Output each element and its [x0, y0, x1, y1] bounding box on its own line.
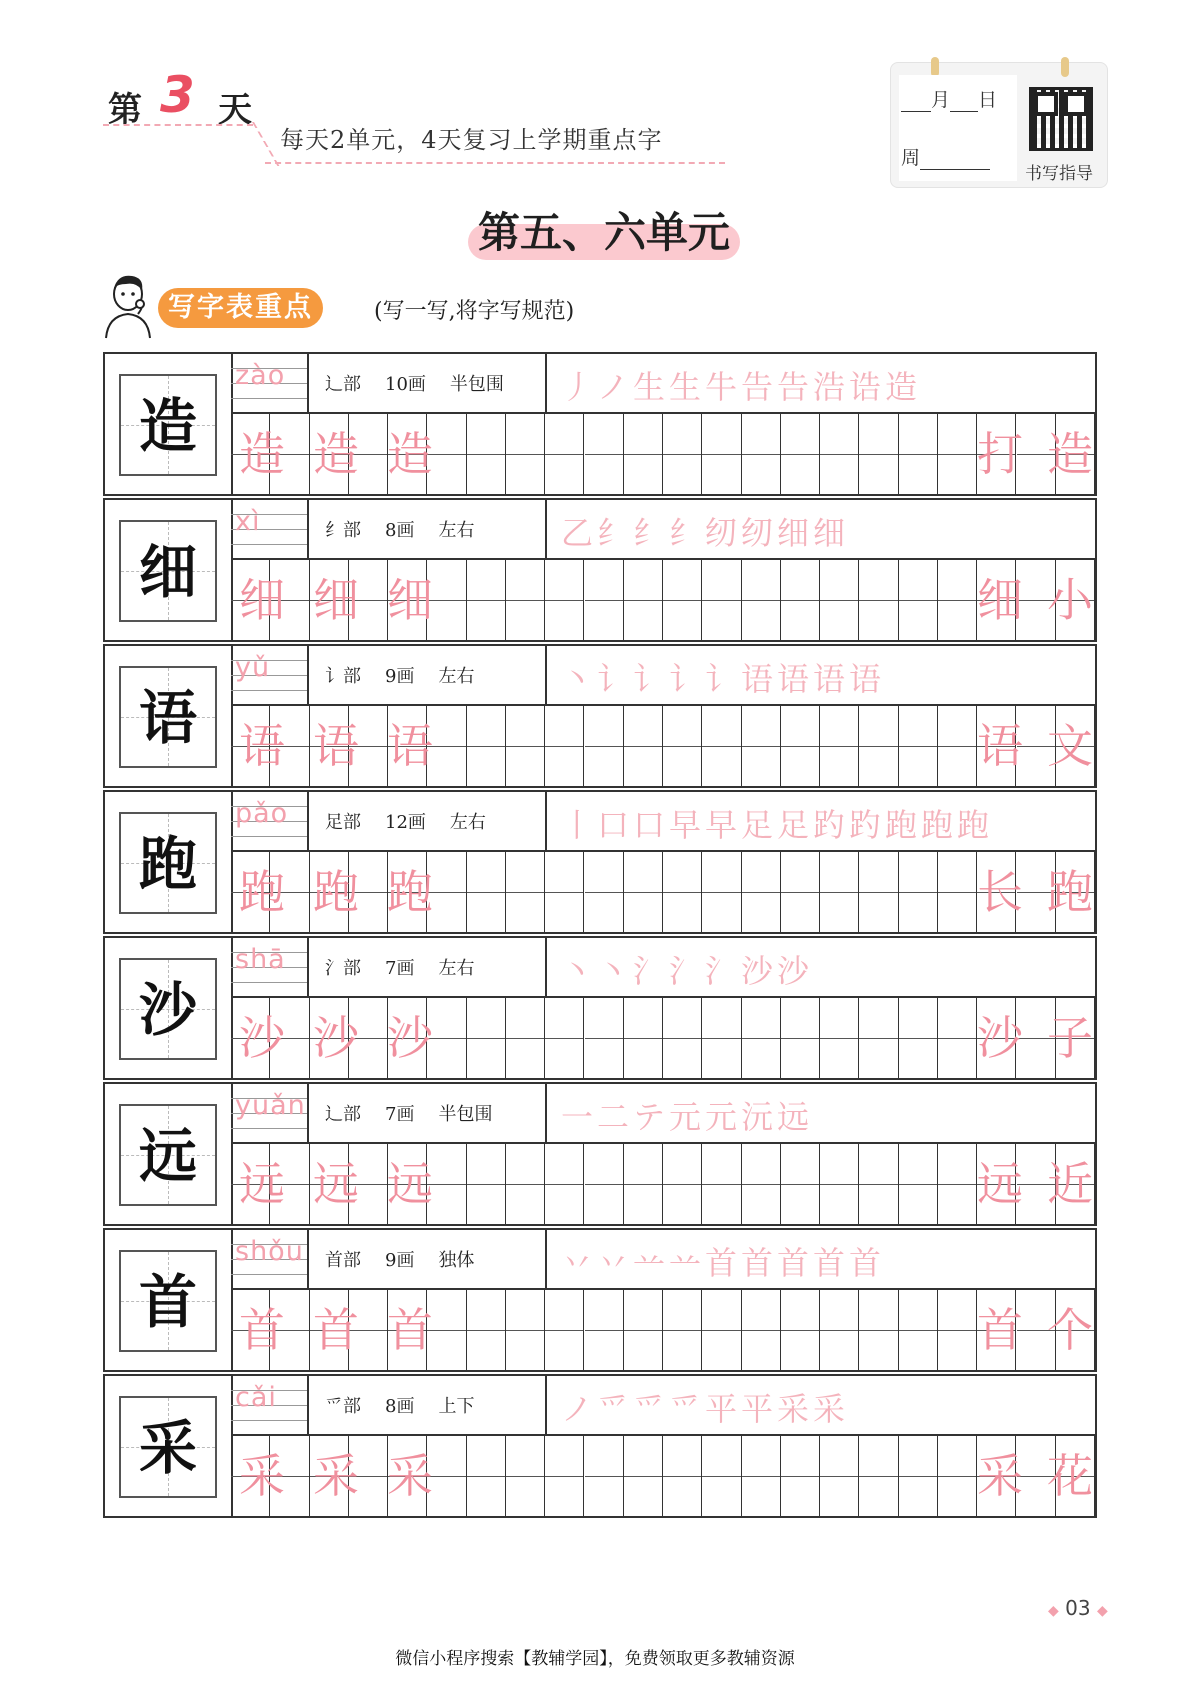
- character-row: [103, 936, 1097, 1080]
- practice-cell[interactable]: [899, 852, 938, 932]
- practice-cell[interactable]: [781, 1144, 820, 1224]
- traced-practice-character: 沙: [387, 1011, 433, 1065]
- practice-cell[interactable]: [663, 1436, 702, 1516]
- character-row: [103, 498, 1097, 642]
- section-note: (写一写,将字写规范): [374, 299, 575, 324]
- pinyin: xì: [235, 506, 261, 537]
- pinyin: yuǎn: [235, 1090, 306, 1121]
- practice-cell[interactable]: [467, 414, 506, 494]
- pin-icon: [931, 57, 939, 77]
- practice-cell[interactable]: [702, 1144, 741, 1224]
- practice-cell[interactable]: [585, 560, 624, 640]
- pinyin-cell: [231, 354, 309, 412]
- traced-practice-character: 采: [387, 1449, 433, 1503]
- pinyin-cell: [231, 1230, 309, 1288]
- practice-cell[interactable]: [467, 560, 506, 640]
- traced-practice-character: 首: [313, 1303, 359, 1357]
- character-row: [103, 644, 1097, 788]
- traced-practice-character: 造: [387, 427, 433, 481]
- practice-cell[interactable]: [585, 852, 624, 932]
- date-card: [890, 62, 1108, 188]
- weekday-field[interactable]: 周: [901, 143, 990, 170]
- practice-grid: [231, 1290, 1095, 1370]
- practice-cell[interactable]: [427, 1290, 466, 1370]
- practice-grid: [231, 414, 1095, 494]
- character-info-band: [231, 500, 1095, 560]
- traced-practice-character: 语: [387, 719, 433, 773]
- practice-cell[interactable]: [899, 998, 938, 1078]
- practice-cell[interactable]: [820, 414, 859, 494]
- model-character: 远: [138, 1122, 197, 1190]
- practice-cell[interactable]: [585, 414, 624, 494]
- radical: 氵部: [325, 958, 361, 979]
- practice-cell[interactable]: [624, 1290, 663, 1370]
- practice-cell[interactable]: [585, 998, 624, 1078]
- practice-cell[interactable]: [859, 1436, 898, 1516]
- practice-cell[interactable]: [781, 560, 820, 640]
- model-character: 跑: [138, 830, 197, 898]
- practice-cell[interactable]: [702, 1436, 741, 1516]
- character-info: [309, 792, 547, 850]
- character-info: [309, 500, 547, 558]
- traced-word-character: 远: [977, 1157, 1023, 1211]
- character-info: [309, 1376, 547, 1434]
- dashed-divider: [103, 124, 253, 126]
- model-character: 细: [138, 538, 197, 606]
- traced-word-character: 语: [977, 719, 1023, 773]
- traced-word-character: 近: [1047, 1157, 1093, 1211]
- character-info: [309, 1230, 547, 1288]
- practice-cell[interactable]: [742, 560, 781, 640]
- practice-cell[interactable]: [624, 414, 663, 494]
- boy-thinking-icon: [98, 270, 158, 340]
- model-character: 造: [138, 392, 197, 460]
- dashed-divider: [265, 162, 725, 164]
- practice-cell[interactable]: [859, 414, 898, 494]
- pinyin-cell: [231, 792, 309, 850]
- radical: 讠部: [325, 666, 361, 687]
- practice-cell[interactable]: [742, 998, 781, 1078]
- practice-cell[interactable]: [702, 706, 741, 786]
- radical: 首部: [325, 1250, 361, 1271]
- traced-practice-character: 远: [313, 1157, 359, 1211]
- pinyin-cell: [231, 1084, 309, 1142]
- character-info-band: [231, 1230, 1095, 1290]
- structure: 左右: [438, 666, 475, 687]
- practice-cell[interactable]: [427, 1436, 466, 1516]
- stroke-count: 7画: [385, 1104, 415, 1125]
- traced-practice-character: 沙: [239, 1011, 285, 1065]
- qr-code-icon[interactable]: [1029, 87, 1093, 151]
- practice-cell[interactable]: [545, 1144, 584, 1224]
- structure: 半包围: [449, 374, 504, 395]
- practice-cell[interactable]: [781, 1436, 820, 1516]
- traced-word-character: 跑: [1047, 865, 1093, 919]
- practice-cell[interactable]: [545, 706, 584, 786]
- practice-cell[interactable]: [506, 414, 545, 494]
- model-character-box: [119, 1396, 217, 1498]
- practice-cell[interactable]: [742, 1144, 781, 1224]
- section-header: [98, 270, 698, 340]
- traced-word-character: 文: [1047, 719, 1093, 773]
- stroke-order: 丶丶氵氵氵沙沙: [561, 952, 814, 990]
- practice-cell[interactable]: [781, 1290, 820, 1370]
- day-label: [108, 66, 288, 132]
- practice-cell[interactable]: [545, 1290, 584, 1370]
- practice-cell[interactable]: [899, 1436, 938, 1516]
- stroke-order: 乙纟纟纟纫纫细细: [561, 514, 850, 552]
- practice-grid: [231, 852, 1095, 932]
- practice-cell[interactable]: [742, 1290, 781, 1370]
- traced-practice-character: 首: [239, 1303, 285, 1357]
- stroke-count: 10画: [385, 374, 426, 395]
- practice-cell[interactable]: [899, 414, 938, 494]
- traced-word-character: 造: [1047, 427, 1093, 481]
- practice-cell[interactable]: [506, 706, 545, 786]
- traced-practice-character: 细: [313, 573, 359, 627]
- practice-cell[interactable]: [859, 1144, 898, 1224]
- character-info-band: [231, 1084, 1095, 1144]
- practice-cell[interactable]: [702, 560, 741, 640]
- practice-cell[interactable]: [545, 852, 584, 932]
- stroke-order: 丨口口早早足足趵趵跑跑跑: [561, 806, 994, 844]
- practice-cell[interactable]: [820, 706, 859, 786]
- practice-cell[interactable]: [467, 1436, 506, 1516]
- character-row: [103, 790, 1097, 934]
- practice-cell[interactable]: [427, 560, 466, 640]
- practice-cell[interactable]: [938, 998, 977, 1078]
- stroke-order: 丶讠讠讠讠语语语语: [561, 660, 886, 698]
- pinyin-cell: [231, 500, 309, 558]
- practice-cell[interactable]: [427, 1144, 466, 1224]
- model-character: 语: [138, 684, 197, 752]
- day-prefix: 第: [108, 90, 142, 130]
- pinyin-cell: [231, 938, 309, 996]
- model-character-box: [119, 666, 217, 768]
- footer-note: 微信小程序搜索【教辅学园】，免费领取更多教辅资源: [395, 1649, 795, 1669]
- radical: 辶部: [325, 1104, 361, 1125]
- character-info: [309, 354, 547, 412]
- traced-practice-character: 细: [239, 573, 285, 627]
- practice-grid: [231, 1436, 1095, 1516]
- pinyin: pǎo: [235, 798, 289, 829]
- radical: 足部: [325, 812, 361, 833]
- pinyin-cell: [231, 1376, 309, 1434]
- traced-word-character: 采: [977, 1449, 1023, 1503]
- practice-grid: [231, 560, 1095, 640]
- practice-cell[interactable]: [624, 998, 663, 1078]
- traced-word-character: 细: [977, 573, 1023, 627]
- practice-cell[interactable]: [545, 998, 584, 1078]
- practice-cell[interactable]: [938, 1144, 977, 1224]
- practice-cell[interactable]: [859, 706, 898, 786]
- character-row: [103, 1374, 1097, 1518]
- structure: 半包围: [438, 1104, 493, 1125]
- traced-practice-character: 采: [313, 1449, 359, 1503]
- stroke-order: ノ爫爫爫平平采采: [561, 1390, 850, 1428]
- structure: 左右: [438, 520, 475, 541]
- traced-practice-character: 沙: [313, 1011, 359, 1065]
- practice-cell[interactable]: [663, 998, 702, 1078]
- traced-practice-character: 跑: [387, 865, 433, 919]
- practice-cell[interactable]: [899, 1144, 938, 1224]
- practice-cell[interactable]: [702, 852, 741, 932]
- practice-grid: [231, 1144, 1095, 1224]
- practice-cell[interactable]: [506, 852, 545, 932]
- pinyin: cǎi: [235, 1382, 277, 1413]
- practice-cell[interactable]: [585, 1290, 624, 1370]
- practice-cell[interactable]: [585, 706, 624, 786]
- traced-word-character: 子: [1047, 1011, 1093, 1065]
- practice-cell[interactable]: [624, 852, 663, 932]
- practice-cell[interactable]: [702, 1290, 741, 1370]
- practice-cell[interactable]: [506, 1436, 545, 1516]
- practice-cell[interactable]: [820, 1144, 859, 1224]
- practice-grid: [231, 998, 1095, 1078]
- unit-title: 第五、六单元: [477, 208, 730, 257]
- practice-cell[interactable]: [506, 560, 545, 640]
- practice-cell[interactable]: [427, 706, 466, 786]
- practice-cell[interactable]: [624, 1144, 663, 1224]
- practice-cell[interactable]: [820, 1290, 859, 1370]
- model-character: 首: [138, 1268, 197, 1336]
- page-subtitle: 每天2单元，4天复习上学期重点字: [280, 126, 663, 154]
- traced-practice-character: 造: [239, 427, 285, 481]
- traced-word-character: 长: [977, 865, 1023, 919]
- character-info: [309, 646, 547, 704]
- traced-practice-character: 语: [239, 719, 285, 773]
- practice-cell[interactable]: [467, 1290, 506, 1370]
- practice-cell[interactable]: [859, 852, 898, 932]
- traced-word-character: 个: [1047, 1303, 1093, 1357]
- practice-cell[interactable]: [427, 852, 466, 932]
- traced-practice-character: 细: [387, 573, 433, 627]
- model-character-box: [119, 520, 217, 622]
- practice-cell[interactable]: [859, 998, 898, 1078]
- radical: 辶部: [325, 374, 361, 395]
- practice-cell[interactable]: [859, 560, 898, 640]
- traced-word-character: 打: [977, 427, 1023, 481]
- practice-cell[interactable]: [820, 852, 859, 932]
- practice-cell[interactable]: [545, 1436, 584, 1516]
- practice-cell[interactable]: [663, 414, 702, 494]
- character-info: [309, 1084, 547, 1142]
- practice-cell[interactable]: [820, 560, 859, 640]
- practice-cell[interactable]: [938, 1436, 977, 1516]
- traced-word-character: 首: [977, 1303, 1023, 1357]
- practice-cell[interactable]: [624, 706, 663, 786]
- stroke-count: 12画: [385, 812, 426, 833]
- character-info-band: [231, 354, 1095, 414]
- practice-cell[interactable]: [467, 1144, 506, 1224]
- model-character: 采: [138, 1414, 197, 1482]
- stroke-order: 一二テ元元沅远: [561, 1098, 814, 1136]
- practice-cell[interactable]: [938, 560, 977, 640]
- qr-label: 书写指导: [1025, 164, 1093, 184]
- character-info: [309, 938, 547, 996]
- structure: 左右: [438, 958, 475, 979]
- practice-cell[interactable]: [820, 998, 859, 1078]
- pinyin: shǒu: [235, 1236, 304, 1267]
- practice-cell[interactable]: [742, 414, 781, 494]
- stroke-count: 9画: [385, 1250, 415, 1271]
- practice-cell[interactable]: [506, 1144, 545, 1224]
- traced-practice-character: 跑: [313, 865, 359, 919]
- practice-cell[interactable]: [820, 1436, 859, 1516]
- practice-cell[interactable]: [467, 852, 506, 932]
- section-badge: 写字表重点: [158, 288, 323, 328]
- pinyin-cell: [231, 646, 309, 704]
- practice-cell[interactable]: [742, 1436, 781, 1516]
- practice-cell[interactable]: [663, 560, 702, 640]
- stroke-count: 7画: [385, 958, 415, 979]
- character-info-band: [231, 646, 1095, 706]
- practice-cell[interactable]: [663, 1144, 702, 1224]
- practice-cell[interactable]: [545, 560, 584, 640]
- pin-icon: [1061, 57, 1069, 77]
- character-row: [103, 1228, 1097, 1372]
- pinyin: yǔ: [235, 652, 271, 683]
- practice-cell[interactable]: [702, 414, 741, 494]
- practice-cell[interactable]: [663, 1290, 702, 1370]
- practice-cell[interactable]: [742, 852, 781, 932]
- day-number: 3: [160, 66, 195, 124]
- character-info-band: [231, 792, 1095, 852]
- traced-word-character: 沙: [977, 1011, 1023, 1065]
- practice-cell[interactable]: [663, 852, 702, 932]
- practice-grid: [231, 706, 1095, 786]
- model-character: 沙: [138, 976, 197, 1044]
- character-row: [103, 352, 1097, 496]
- practice-cell[interactable]: [702, 998, 741, 1078]
- practice-cell[interactable]: [663, 706, 702, 786]
- practice-cell[interactable]: [427, 998, 466, 1078]
- model-character-box: [119, 812, 217, 914]
- day-suffix: 天: [218, 90, 252, 130]
- pinyin: zào: [235, 360, 286, 391]
- traced-practice-character: 采: [239, 1449, 285, 1503]
- practice-cell[interactable]: [545, 414, 584, 494]
- model-character-box: [119, 1250, 217, 1352]
- practice-cell[interactable]: [781, 414, 820, 494]
- practice-cell[interactable]: [781, 852, 820, 932]
- radical: 纟部: [325, 520, 361, 541]
- structure: 左右: [449, 812, 486, 833]
- traced-word-character: 小: [1047, 573, 1093, 627]
- practice-cell[interactable]: [938, 706, 977, 786]
- traced-practice-character: 语: [313, 719, 359, 773]
- practice-cell[interactable]: [624, 1436, 663, 1516]
- model-character-box: [119, 958, 217, 1060]
- practice-cell[interactable]: [585, 1144, 624, 1224]
- traced-practice-character: 远: [387, 1157, 433, 1211]
- practice-cell[interactable]: [781, 998, 820, 1078]
- stroke-order: 丿ノ生生牛告告浩诰造: [561, 368, 922, 406]
- practice-cell[interactable]: [899, 1290, 938, 1370]
- stroke-count: 8画: [385, 520, 415, 541]
- practice-cell[interactable]: [781, 706, 820, 786]
- pinyin: shā: [235, 944, 286, 975]
- practice-cell[interactable]: [899, 706, 938, 786]
- character-info-band: [231, 1376, 1095, 1436]
- practice-cell[interactable]: [938, 1290, 977, 1370]
- structure: 上下: [438, 1396, 475, 1417]
- traced-practice-character: 跑: [239, 865, 285, 919]
- traced-practice-character: 远: [239, 1157, 285, 1211]
- model-character-box: [119, 374, 217, 476]
- practice-cell[interactable]: [859, 1290, 898, 1370]
- character-info-band: [231, 938, 1095, 998]
- practice-cell[interactable]: [506, 1290, 545, 1370]
- practice-cell[interactable]: [427, 414, 466, 494]
- practice-cell[interactable]: [899, 560, 938, 640]
- page-number: ◆ 03 ◆: [1048, 1596, 1108, 1620]
- practice-cell[interactable]: [585, 1436, 624, 1516]
- stroke-count: 8画: [385, 1396, 415, 1417]
- traced-practice-character: 首: [387, 1303, 433, 1357]
- practice-cell[interactable]: [506, 998, 545, 1078]
- stroke-count: 9画: [385, 666, 415, 687]
- traced-practice-character: 造: [313, 427, 359, 481]
- practice-cell[interactable]: [624, 560, 663, 640]
- radical: 爫部: [325, 1396, 361, 1417]
- stroke-order: 丷丷䒑䒑首首首首首: [561, 1244, 886, 1282]
- structure: 独体: [438, 1250, 475, 1271]
- practice-cell[interactable]: [938, 852, 977, 932]
- practice-cell[interactable]: [742, 706, 781, 786]
- practice-cell[interactable]: [938, 414, 977, 494]
- character-row: [103, 1082, 1097, 1226]
- traced-word-character: 花: [1047, 1449, 1093, 1503]
- date-field[interactable]: 月 日: [901, 85, 997, 112]
- practice-cell[interactable]: [467, 706, 506, 786]
- model-character-box: [119, 1104, 217, 1206]
- practice-cell[interactable]: [467, 998, 506, 1078]
